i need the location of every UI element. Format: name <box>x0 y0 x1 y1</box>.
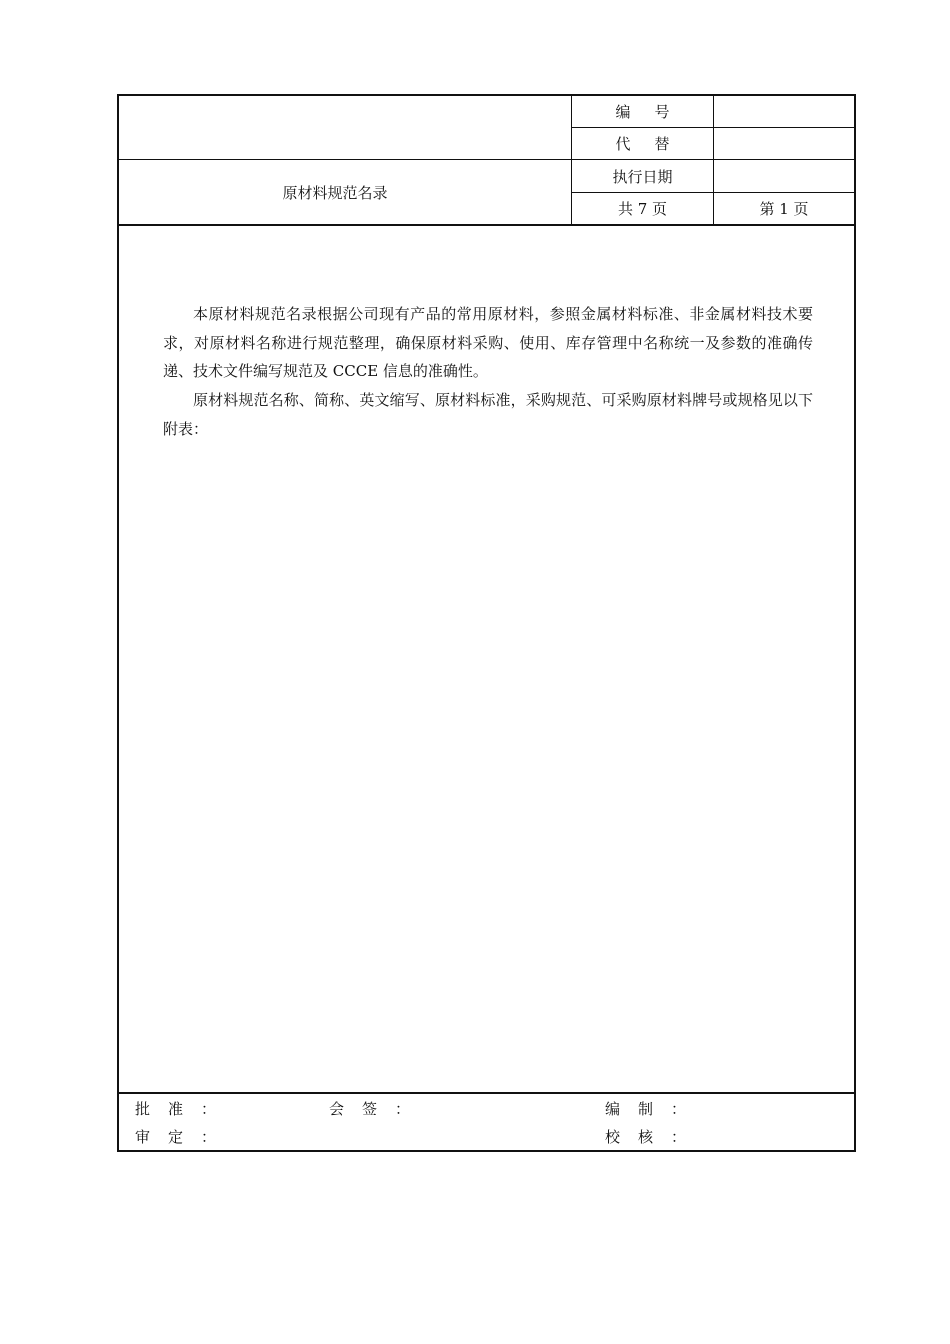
appendix-paragraph: 原材料规范名称、简称、英文缩写、原材料标准，采购规范、可采购原材料牌号或规格见以下附表： <box>163 391 813 438</box>
document-header <box>119 96 854 226</box>
approve-label: 批准 <box>135 1100 202 1118</box>
exec-date-value <box>714 160 854 193</box>
prepare-signature: 编制： <box>605 1100 687 1118</box>
intro-paragraph: 本原材料规范名录根据公司现有产品的常用原材料，参照金属材料标准、非金属材料技术要求，对原材料名称进行规范整理，确保原材料采购、使用、库存管理中名称统一及参数的准确传递、技术文件编写规范及 CCCE 信息的准确性。 <box>163 305 813 380</box>
check-signature: 校核： <box>605 1128 687 1146</box>
countersign-label: 会签 <box>329 1100 396 1118</box>
replace-value <box>714 128 854 160</box>
total-pages: 共 7 页 <box>572 193 714 224</box>
exec-date-label: 执行日期 <box>572 160 714 193</box>
countersign-signature: 会签： <box>329 1100 411 1118</box>
review-signature: 审定： <box>135 1128 217 1146</box>
number-value <box>714 96 854 128</box>
current-page: 第 1 页 <box>759 200 809 218</box>
document-frame <box>117 94 856 1152</box>
replace-label: 代替 <box>572 128 714 160</box>
number-label: 编号 <box>572 96 714 128</box>
header-blank-cell <box>119 96 572 160</box>
approve-signature: 批准： <box>135 1100 217 1118</box>
document-title: 原材料规范名录 <box>119 160 572 224</box>
signature-footer <box>119 1092 854 1150</box>
check-label: 校核 <box>605 1128 672 1146</box>
document-body <box>119 226 854 1092</box>
prepare-label: 编制 <box>605 1100 672 1118</box>
review-label: 审定 <box>135 1128 202 1146</box>
